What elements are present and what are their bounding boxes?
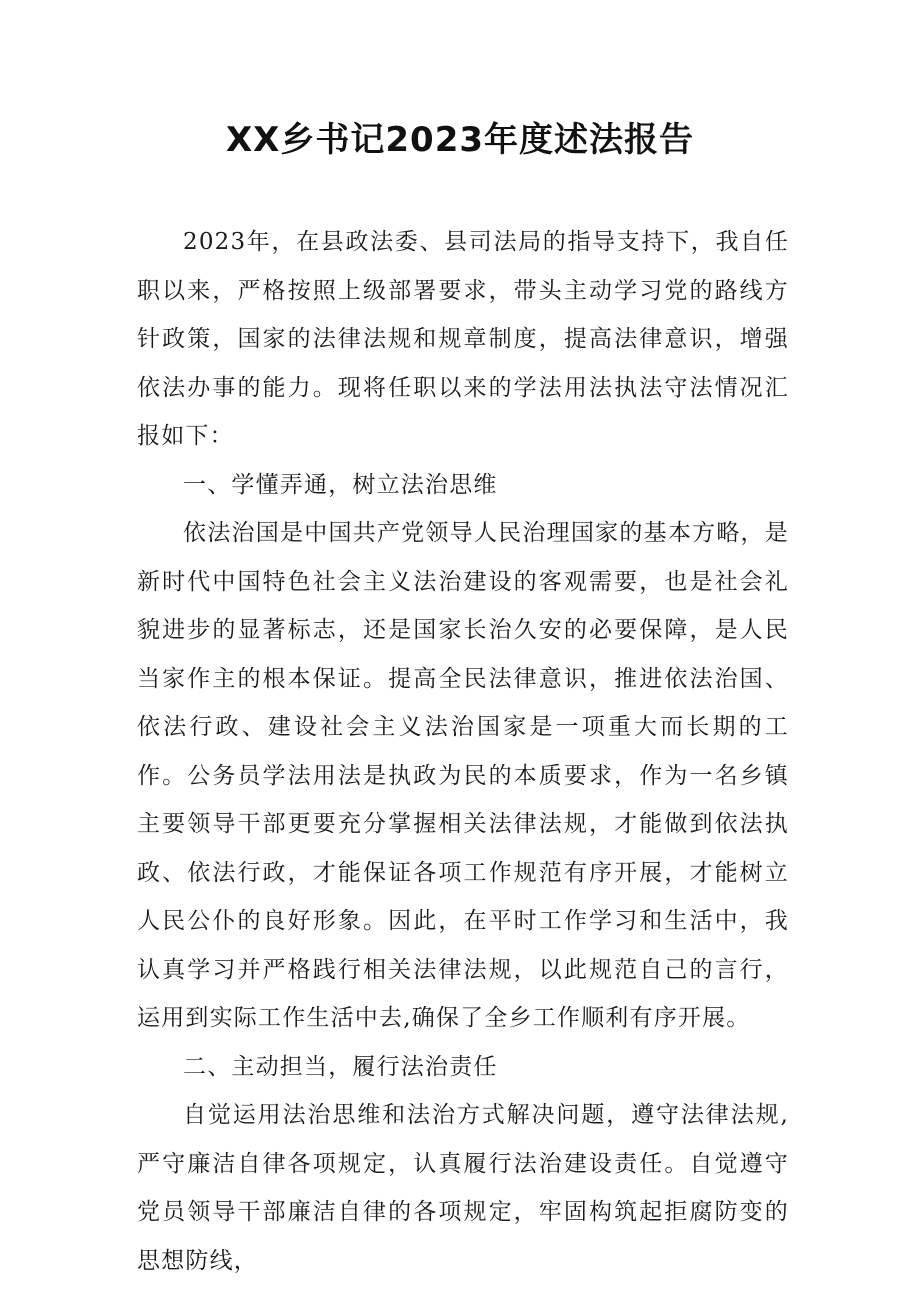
- document-body: [137, 218, 789, 1285]
- section-1-paragraph: 依法治国是中国共产党领导人民治理国家的基本方略，是新时代中国特色社会主义法治建设的客观需要，也是社会礼貌进步的显著标志，还是国家长治久安的必要保障，是人民当家作主的根本保证。提高全民法律意识，推进依法治国、依法行政、建设社会主义法治国家是一项重大而长期的工作。公务员学法用法是执政为民的本质要求，作为一名乡镇主要领导干部更要充分掌握相关法律法规，才能做到依法执政、依法行政，才能保证各项工作规范有序开展，才能树立人民公仆的良好形象。因此，在平时工作学习和生活中，我认真学习并严格践行相关法律法规，以此规范自己的言行，运用到实际工作生活中去,确保了全乡工作顺利有序开展。: [137, 520, 789, 1031]
- section-heading-2: 二、主动担当，履行法治责任: [183, 1053, 498, 1080]
- section-2-paragraph: 自觉运用法治思维和法治方式解决问题，遵守法律法规,严守廉洁自律各项规定，认真履行法治建设责任。自觉遵守党员领导干部廉洁自律的各项规定，牢固构筑起拒腐防变的思想防线，: [137, 1102, 789, 1274]
- intro-paragraph: 2023年，在县政法委、县司法局的指导支持下，我自任职以来，严格按照上级部署要求，带头主动学习党的路线方针政策，国家的法律法规和规章制度，提高法律意识，增强依法办事的能力。现将任职以来的学法用法执法守法情况汇报如下：: [137, 229, 789, 449]
- section-heading-1: 一、学懂弄通，树立法治思维: [183, 471, 498, 498]
- document-title: XX乡书记2023年度述法报告: [225, 120, 695, 160]
